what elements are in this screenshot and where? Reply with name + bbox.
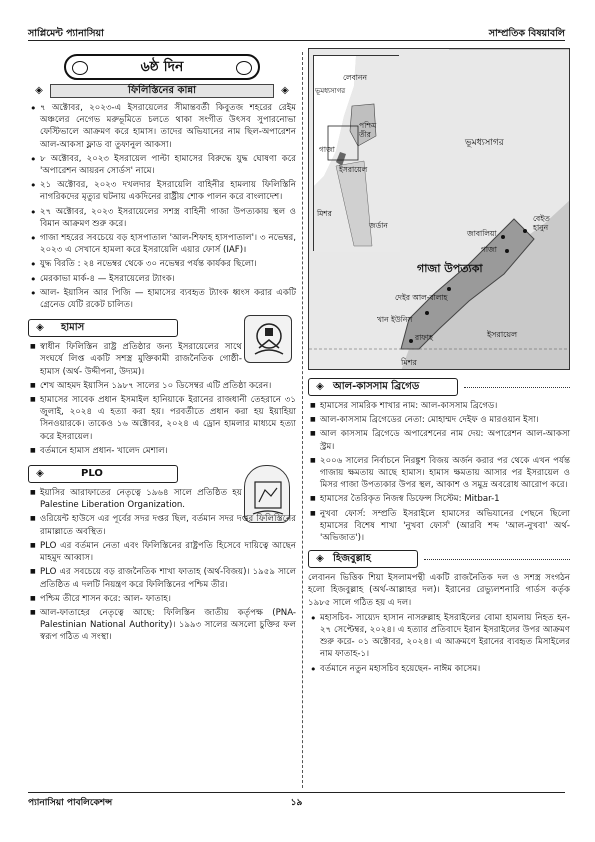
plo-block <box>28 487 296 643</box>
header-left: সাপ্লিমেন্ট প্যানাসিয়া <box>28 28 104 39</box>
hamas-list <box>28 341 296 457</box>
map-label-deir: দেইর আল-বালাহ <box>395 293 448 302</box>
hamas-block <box>28 341 296 457</box>
list-item: ■ ইয়াসির আরাফাতের নেতৃত্বে ১৯৬৪ সালে প্রতিষ্ঠিত হয় Palestine Liberation Organization. <box>28 487 296 511</box>
map-label-israel-small: ইসরায়েল <box>339 165 368 174</box>
map-label-lebanon: লেবানন <box>343 73 367 82</box>
left-column <box>28 48 296 646</box>
list-item: • মহাসচিব- সায়্যেদ হাসান নাসরুল্লাহ ইসরাইলের বোমা হামলায় নিহত হন- ২৭ সেপ্টেম্বর, ২০২৪। এ হত্যার প্রতিবাদে ইরান ইসরাইলের উপর আক্রমণ শুরু করে- ০১ অক্টোবর, ২০২৪। এ আক্রমণে ইরানের ব্যবহৃত মিসাইলের নাম ফাতাহ-১। <box>308 612 570 661</box>
palestine-title: ফিলিস্তিনের কান্না <box>50 84 274 98</box>
map-label-west-bank: পশ্চিম তীর <box>359 121 377 139</box>
city-dot-rafah <box>409 339 413 343</box>
list-item: ■ ওরিয়েন্ট হাউসে এর পূর্বের সদর দপ্তর ছিল, বর্তমান সদর দপ্তর ফিলিস্তিনের রামাল্লাতে অবস্থিত। <box>28 513 296 537</box>
hamas-title: হামাস <box>61 322 85 334</box>
list-item: ■ হামাসের সামরিক শাখার নাম: আল-কাসসাম ব্রিগেড। <box>308 400 570 412</box>
diamond-icon: ◈ <box>36 467 44 479</box>
gaza-map <box>308 48 570 370</box>
list-item: ■ PLO এর বর্তমান নেতা এবং ফিলিস্তিনের রাষ্ট্রপতি হিসেবে দায়িত্বে আছেন মাহমুদ আব্বাস। <box>28 540 296 564</box>
section-rule <box>424 559 570 560</box>
list-item: ■ নুখবা ফোর্স: সম্প্রতি ইসরাইলে হামাসের অভিযানের পেছনে ছিলো হামাসের বিশেষ শাখা 'নুখবা ফোর্স' (আরবি শব্দ 'আল-নুখবা' অর্থ- 'অভিজাত')। <box>308 508 570 545</box>
plo-title: PLO <box>81 467 103 479</box>
list-item: • যুদ্ধ বিরতি : ২৪ নভেম্বর থেকে ৩০ নভেম্বর পর্যন্ত কার্যকর ছিলো। <box>28 258 296 270</box>
map-label-jordan: জর্ডান <box>369 221 388 230</box>
list-item: • ২১ অক্টোবর, ২০২৩ দখলদার ইসরায়েলি বাহিনীর হামলায় ফিলিস্তিনি নাগরিকদের মৃত্যুর ঘটনায় একদিনের রাষ্ট্রীয় শোক পালন করে বাংলাদেশ। <box>28 179 296 203</box>
qassam-title: আল-কাসসাম ব্রিগেড <box>333 380 420 392</box>
plo-title-box <box>28 465 178 483</box>
page-footer <box>28 792 565 810</box>
list-item: ■ আল কাসসাম ব্রিগেডে অপারেশনের নাম দেয়: অপারেশন আল-আকসা স্ট্রম। <box>308 428 570 452</box>
page-header <box>28 27 565 41</box>
footer-publisher: প্যানাসিয়া পাবলিকেশন্স <box>28 798 113 808</box>
header-right: সাম্প্রতিক বিষয়াবলি <box>488 28 565 39</box>
plo-section-header <box>28 465 218 483</box>
map-label-beit-hanoun: বেইত হানুন <box>533 214 550 232</box>
map-label-gaza-small: গাজা <box>319 145 335 154</box>
diamond-icon: ◈ <box>35 84 43 96</box>
right-column <box>308 48 570 677</box>
list-item: • ৭ অক্টোবর, ২০২৩-এ ইসরায়েলের সীমান্তবর্তী কিবুতজ শহরের রেইম অঞ্চলের নেগেভ মরুভূমিতে চলতে থাকা সংগীত উৎসব সুপারনোভা ফেস্টিভালে আক্রমণ করে হামাস। তাদের অভিযানের নাম ছিল-অপারেশন আল-আকসা ফ্লাড বা তুফানুল আকসা। <box>28 102 296 151</box>
palestine-list <box>28 102 296 311</box>
day-title: ৬ষ্ঠ দিন <box>64 54 260 80</box>
list-item: • মেরকাভা মার্ক-৪ — ইসরায়েলের ট্যাংক। <box>28 273 296 285</box>
list-item: • গাজা শহরের সবচেয়ে বড় হাসপাতাল 'আল-শিফাহ হাসপাতাল'। ৩ নভেম্বর, ২০২৩ এ সেখানে হামলা করে ইসরায়েলি এয়ার ফোর্স (IAF)। <box>28 232 296 256</box>
list-item: ■ ২০০৬ সালের নির্বাচনে নিরঙ্কুশ বিজয় অর্জন করার পর থেকে এখন পর্যন্ত গাজায় ক্ষমতায় আছে হামাস। হামাস ক্ষমতায় আসার পর ইসরায়েল ও মিসর গাজা উপত্যকার উপর স্থল, আকাশ ও সমুদ্র অবরোধ আরোপ করে। <box>308 455 570 492</box>
list-item: ■ PLO এর সবচেয়ে বড় রাজনৈতিক শাখা ফাতাহ (অর্থ-বিজয়)। ১৯৫৯ সালে প্রতিষ্ঠিত এ দলটি নিয়ন্ত্রণ করে ফিলিস্তিনের পশ্চিম তীর। <box>28 566 296 590</box>
list-item: ■ স্বাধীন ফিলিস্তিন রাষ্ট্র প্রতিষ্ঠার জন্য ইসরায়েলের সাথে সংঘর্ষে লিপ্ত একটি সশস্ত্র মুক্তিকামী রাজনৈতিক গোষ্ঠী-হামাস (অর্থ- উদ্দীপনা, উদ্যম)। <box>28 341 296 378</box>
qassam-list <box>308 400 570 544</box>
list-item: ■ শেখ আহমদ ইয়াসিন ১৯৮৭ সালের ১০ ডিসেম্বর এটি প্রতিষ্ঠা করেন। <box>28 380 296 392</box>
list-item: ■ পশ্চিম তীরে শাসন করে: আল- ফাতাহ। <box>28 593 296 605</box>
hezbollah-section-header <box>308 550 570 568</box>
hamas-title-box <box>28 319 178 337</box>
map-label-rafah: রাফাহ <box>415 333 433 342</box>
list-item: • ৮ অক্টোবর, ২০২৩ ইসরায়েল পাল্টা হামাসের বিরুদ্ধে যুদ্ধ ঘোষণা করে 'অপারেশন আয়রন সোর্ডস' নামে। <box>28 153 296 177</box>
city-dot-deir <box>447 287 451 291</box>
hezbollah-list <box>308 612 570 675</box>
palestine-section-header <box>28 84 296 98</box>
list-item: • ২৭ অক্টোবর, ২০২৩ ইসরায়েলের সশস্ত্র বাহিনী গাজা উপত্যকায় স্থল ও বিমান আক্রমণ শুরু করে। <box>28 206 296 230</box>
list-item: • বর্তমানে নতুন মহাসচিব হয়েছেন- নাঈম কাসেম। <box>308 663 570 675</box>
city-dot-beit-hanoun <box>523 229 527 233</box>
hamas-section-header <box>28 319 218 337</box>
map-label-khan: খান ইউনিস <box>377 315 413 324</box>
map-label-jabalia: জাবালিয়া <box>467 229 497 238</box>
qassam-section-header <box>308 378 570 396</box>
map-label-egypt-small: মিশর <box>317 209 332 218</box>
list-item: • আল- ইয়াসিন আর পিজি — হামাসের ব্যবহৃত ট্যাংক ধ্বংস করার একটি গ্রেনেড যেটি রকেট চালিত। <box>28 287 296 311</box>
diamond-icon: ◈ <box>316 553 324 565</box>
hezbollah-title: হিজবুল্লাহ <box>333 553 371 565</box>
map-label-gaza-city: গাজা <box>481 245 497 254</box>
diamond-icon: ◈ <box>316 380 324 392</box>
map-label-med-small: ভূমধ্যসাগর <box>315 87 346 95</box>
hezbollah-title-box <box>308 550 418 568</box>
list-item: ■ হামাসের তৈরিকৃত নিজস্ব ডিফেন্স সিস্টেম: Mitbar-1 <box>308 493 570 505</box>
city-dot-jabalia <box>501 235 505 239</box>
list-item: ■ বর্তমানে হামাস প্রধান- খালেদ মেশাল। <box>28 445 296 457</box>
page-number: ১৯ <box>290 798 303 808</box>
map-label-gaza-strip: গাজা উপত্যকা <box>417 262 483 275</box>
list-item: ■ আল-ফাতাহের নেতৃত্বে আছে: ফিলিস্তিন জাতীয় কর্তৃপক্ষ (PNA-Palestinian National Authority)। ১৯৯৩ সালের অসলো চুক্তির ফল স্বরূপ গঠিত এ সংস্থা। <box>28 607 296 644</box>
map-label-mediterranean: ভূমধ্যসাগর <box>465 138 504 148</box>
qassam-title-box <box>308 378 458 396</box>
city-dot-gaza <box>505 249 509 253</box>
list-item: ■ আল-কাসসাম ব্রিগেডের নেতা: মোহাম্মদ দেইফ ও মারওয়ান ইসা। <box>308 414 570 426</box>
hezbollah-intro: লেবানন ভিত্তিক শিয়া ইসলামপন্থী একটি রাজনৈতিক দল ও সশস্ত্র সংগঠন হলো হিজবুল্লাহ (অর্থ-আল্লাহর দল)। ইরানের রেভ্যুলশনারি গার্ডস কর্তৃক ১৯৮৫ সালে গঠিত হয় এ দল। <box>308 573 570 608</box>
diamond-icon: ◈ <box>281 84 289 96</box>
section-rule <box>464 387 570 388</box>
diamond-icon: ◈ <box>36 322 44 334</box>
city-dot-khan <box>425 311 429 315</box>
map-label-israel-big: ইসরায়েল <box>487 330 518 339</box>
map-label-egypt-big: মিশর <box>401 358 417 367</box>
list-item: ■ হামাসের সাবেক প্রধান ইসমাইল হানিয়াকে ইরানের রাজধানী তেহরানে ৩১ জুলাই, ২০২৪ এ হত্যা করা হয়। পরবর্তীতে প্রধান করা হয় ইয়াহিয়া সিনওয়ারকে। তাকেও ১৬ অক্টোবর, ২০২৪ এ ড্রোন হামলার মাধ্যমে হত্যা করে ইসরায়েল। <box>28 394 296 443</box>
plo-list <box>28 487 296 643</box>
column-divider <box>302 52 303 788</box>
